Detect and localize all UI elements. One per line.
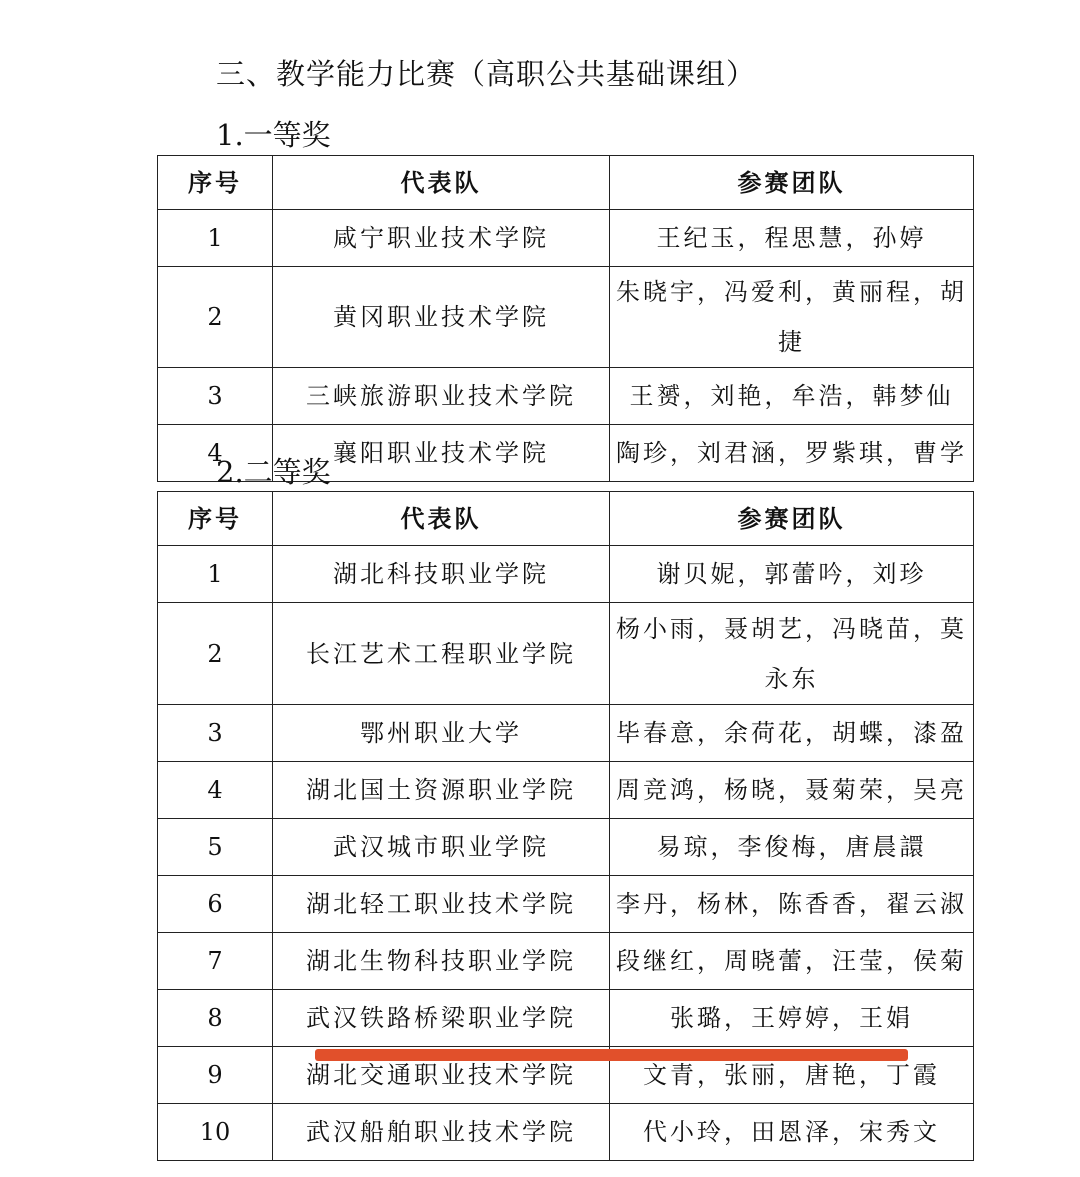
table-row — [158, 546, 974, 603]
page-heading: 三、教学能力比赛（高职公共基础课组） — [216, 57, 757, 91]
row-number: 8 — [158, 990, 273, 1047]
row-team: 咸宁职业技术学院 — [273, 210, 610, 267]
table-row — [158, 267, 974, 368]
row-team: 三峡旅游职业技术学院 — [273, 368, 610, 425]
table-row — [158, 933, 974, 990]
row-number: 6 — [158, 876, 273, 933]
row-number: 5 — [158, 819, 273, 876]
row-number: 7 — [158, 933, 273, 990]
row-number: 3 — [158, 368, 273, 425]
table-header-row — [158, 492, 974, 546]
row-members: 周竞鸿，杨晓，聂菊荣，吴亮 — [610, 762, 974, 819]
row-team: 鄂州职业大学 — [273, 705, 610, 762]
row-team: 湖北轻工职业技术学院 — [273, 876, 610, 933]
row-team: 武汉铁路桥梁职业学院 — [273, 990, 610, 1047]
row-members: 文青，张丽，唐艳，丁霞 — [610, 1047, 974, 1104]
row-members: 代小玲，田恩泽，宋秀文 — [610, 1104, 974, 1161]
col-header-no: 序号 — [158, 156, 273, 210]
table-row — [158, 876, 974, 933]
row-number: 10 — [158, 1104, 273, 1161]
row-team: 武汉船舶职业技术学院 — [273, 1104, 610, 1161]
col-header-team: 代表队 — [273, 492, 610, 546]
row-number: 4 — [158, 762, 273, 819]
row-members: 陶珍，刘君涵，罗紫琪，曹学 — [610, 425, 974, 482]
second-prize-title: 2.二等奖 — [216, 455, 331, 489]
row-team: 湖北科技职业学院 — [273, 546, 610, 603]
row-number: 3 — [158, 705, 273, 762]
col-header-members: 参赛团队 — [610, 492, 974, 546]
row-members: 朱晓宇，冯爱利，黄丽程，胡捷 — [610, 267, 974, 368]
row-team: 湖北国土资源职业学院 — [273, 762, 610, 819]
row-team: 武汉城市职业学院 — [273, 819, 610, 876]
row-number: 4 — [158, 425, 273, 482]
row-number: 9 — [158, 1047, 273, 1104]
row-team: 湖北交通职业技术学院 — [273, 1047, 610, 1104]
row-team: 黄冈职业技术学院 — [273, 267, 610, 368]
row-members: 王纪玉，程思慧，孙婷 — [610, 210, 974, 267]
col-header-members: 参赛团队 — [610, 156, 974, 210]
table-row — [158, 210, 974, 267]
row-team: 湖北生物科技职业学院 — [273, 933, 610, 990]
row-number: 2 — [158, 603, 273, 705]
row-number: 1 — [158, 546, 273, 603]
row-members: 易琼，李俊梅，唐晨譞 — [610, 819, 974, 876]
row-members: 杨小雨，聂胡艺，冯晓苗，莫永东 — [610, 603, 974, 705]
row-number: 1 — [158, 210, 273, 267]
table-row — [158, 368, 974, 425]
row-members: 谢贝妮，郭蕾吟，刘珍 — [610, 546, 974, 603]
col-header-team: 代表队 — [273, 156, 610, 210]
table-row — [158, 603, 974, 705]
row-team: 襄阳职业技术学院 — [273, 425, 610, 482]
row-members: 王赟，刘艳，牟浩，韩梦仙 — [610, 368, 974, 425]
row-members: 李丹，杨林，陈香香，翟云淑 — [610, 876, 974, 933]
table-row — [158, 1104, 974, 1161]
row-members: 张璐，王婷婷，王娟 — [610, 990, 974, 1047]
table-row — [158, 990, 974, 1047]
row-members: 毕春意，余荷花，胡蝶，漆盈 — [610, 705, 974, 762]
first-prize-title: 1.一等奖 — [216, 118, 331, 152]
row-members: 段继红，周晓蕾，汪莹，侯菊 — [610, 933, 974, 990]
table-header-row — [158, 156, 974, 210]
table-row — [158, 705, 974, 762]
row-number: 2 — [158, 267, 273, 368]
col-header-no: 序号 — [158, 492, 273, 546]
first-prize-table — [157, 155, 974, 482]
highlight-underline — [315, 1049, 908, 1061]
row-team: 长江艺术工程职业学院 — [273, 603, 610, 705]
table-row — [158, 762, 974, 819]
table-row — [158, 819, 974, 876]
